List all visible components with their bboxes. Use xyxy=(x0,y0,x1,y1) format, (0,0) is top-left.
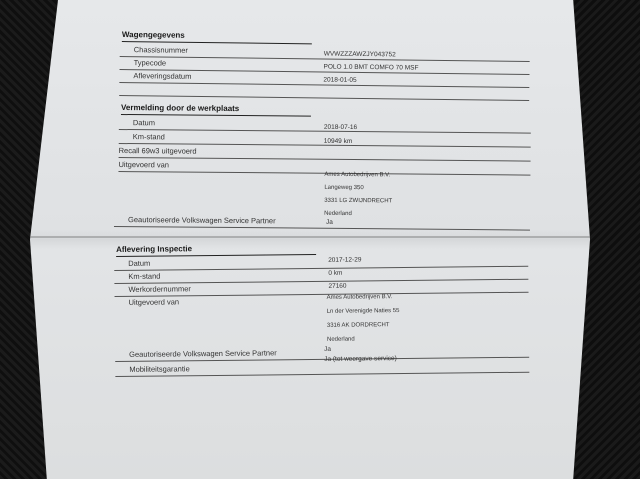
label-werkplaats-datum: Datum xyxy=(132,118,156,128)
value-afleveringsdatum: 2018-01-05 xyxy=(323,76,357,84)
label-aflevering-datum: Datum xyxy=(128,258,151,268)
value-werkorder: 27160 xyxy=(328,282,347,290)
label-chassisnummer: Chassisnummer xyxy=(133,45,188,55)
label-recall: Recall 69w3 uitgevoerd xyxy=(118,145,197,156)
value-chassisnummer: WVWZZZAWZJY043752 xyxy=(323,50,396,59)
value-werkplaats-datum: 2018-07-16 xyxy=(323,123,358,132)
aflevering-address-line-2: Ln der Verenigde Naties 55 xyxy=(326,308,400,315)
heading-wagengegevens: Wagengegevens xyxy=(122,30,312,44)
label-werkplaats-kmstand: Km-stand xyxy=(132,132,165,142)
aflevering-address-line-3: 3316 AK DORDRECHT xyxy=(326,322,390,329)
value-aflevering-datum: 2017-12-29 xyxy=(328,256,362,264)
value-werkplaats-kmstand: 10949 km xyxy=(323,137,353,146)
label-typecode: Typecode xyxy=(133,58,167,68)
label-mobiliteit: Mobiliteitsgarantie xyxy=(129,364,190,374)
werkplaats-address-line-1: Ames Autobedrijven B.V. xyxy=(324,171,391,179)
value-aflevering-partner: Ja xyxy=(324,345,332,353)
werkplaats-address-line-2: Langeweg 350 xyxy=(324,184,364,192)
value-typecode: POLO 1.0 BMT COMFO 70 MSF xyxy=(323,63,419,72)
label-aflevering-partner: Geautoriseerde Volkswagen Service Partner xyxy=(129,348,277,359)
werkplaats-address-line-3: 3331 LG ZWIJNDRECHT xyxy=(324,197,393,205)
label-werkplaats-partner: Geautoriseerde Volkswagen Service Partner xyxy=(128,215,276,226)
label-werkplaats-uitgevoerd: Uitgevoerd van xyxy=(118,159,170,170)
werkplaats-address-line-4: Nederland xyxy=(324,210,352,218)
value-aflevering-kmstand: 0 km xyxy=(328,269,343,277)
label-aflevering-kmstand: Km-stand xyxy=(128,271,161,281)
value-mobiliteit: Ja (tot weergave service) xyxy=(324,355,397,363)
heading-aflevering: Aflevering Inspectie xyxy=(116,243,316,257)
aflevering-address-line-4: Nederland xyxy=(326,336,355,343)
label-aflevering-uitgevoerd: Uitgevoerd van xyxy=(128,297,180,307)
label-werkorder: Werkordernummer xyxy=(128,284,191,294)
heading-werkplaats: Vermelding door de werkplaats xyxy=(121,103,311,117)
value-werkplaats-partner: Ja xyxy=(325,218,333,226)
label-afleveringsdatum: Afleveringsdatum xyxy=(133,71,192,81)
paper-fold-crease xyxy=(30,236,590,238)
aflevering-address-line-1: Ames Autobedrijven B.V. xyxy=(326,294,393,301)
